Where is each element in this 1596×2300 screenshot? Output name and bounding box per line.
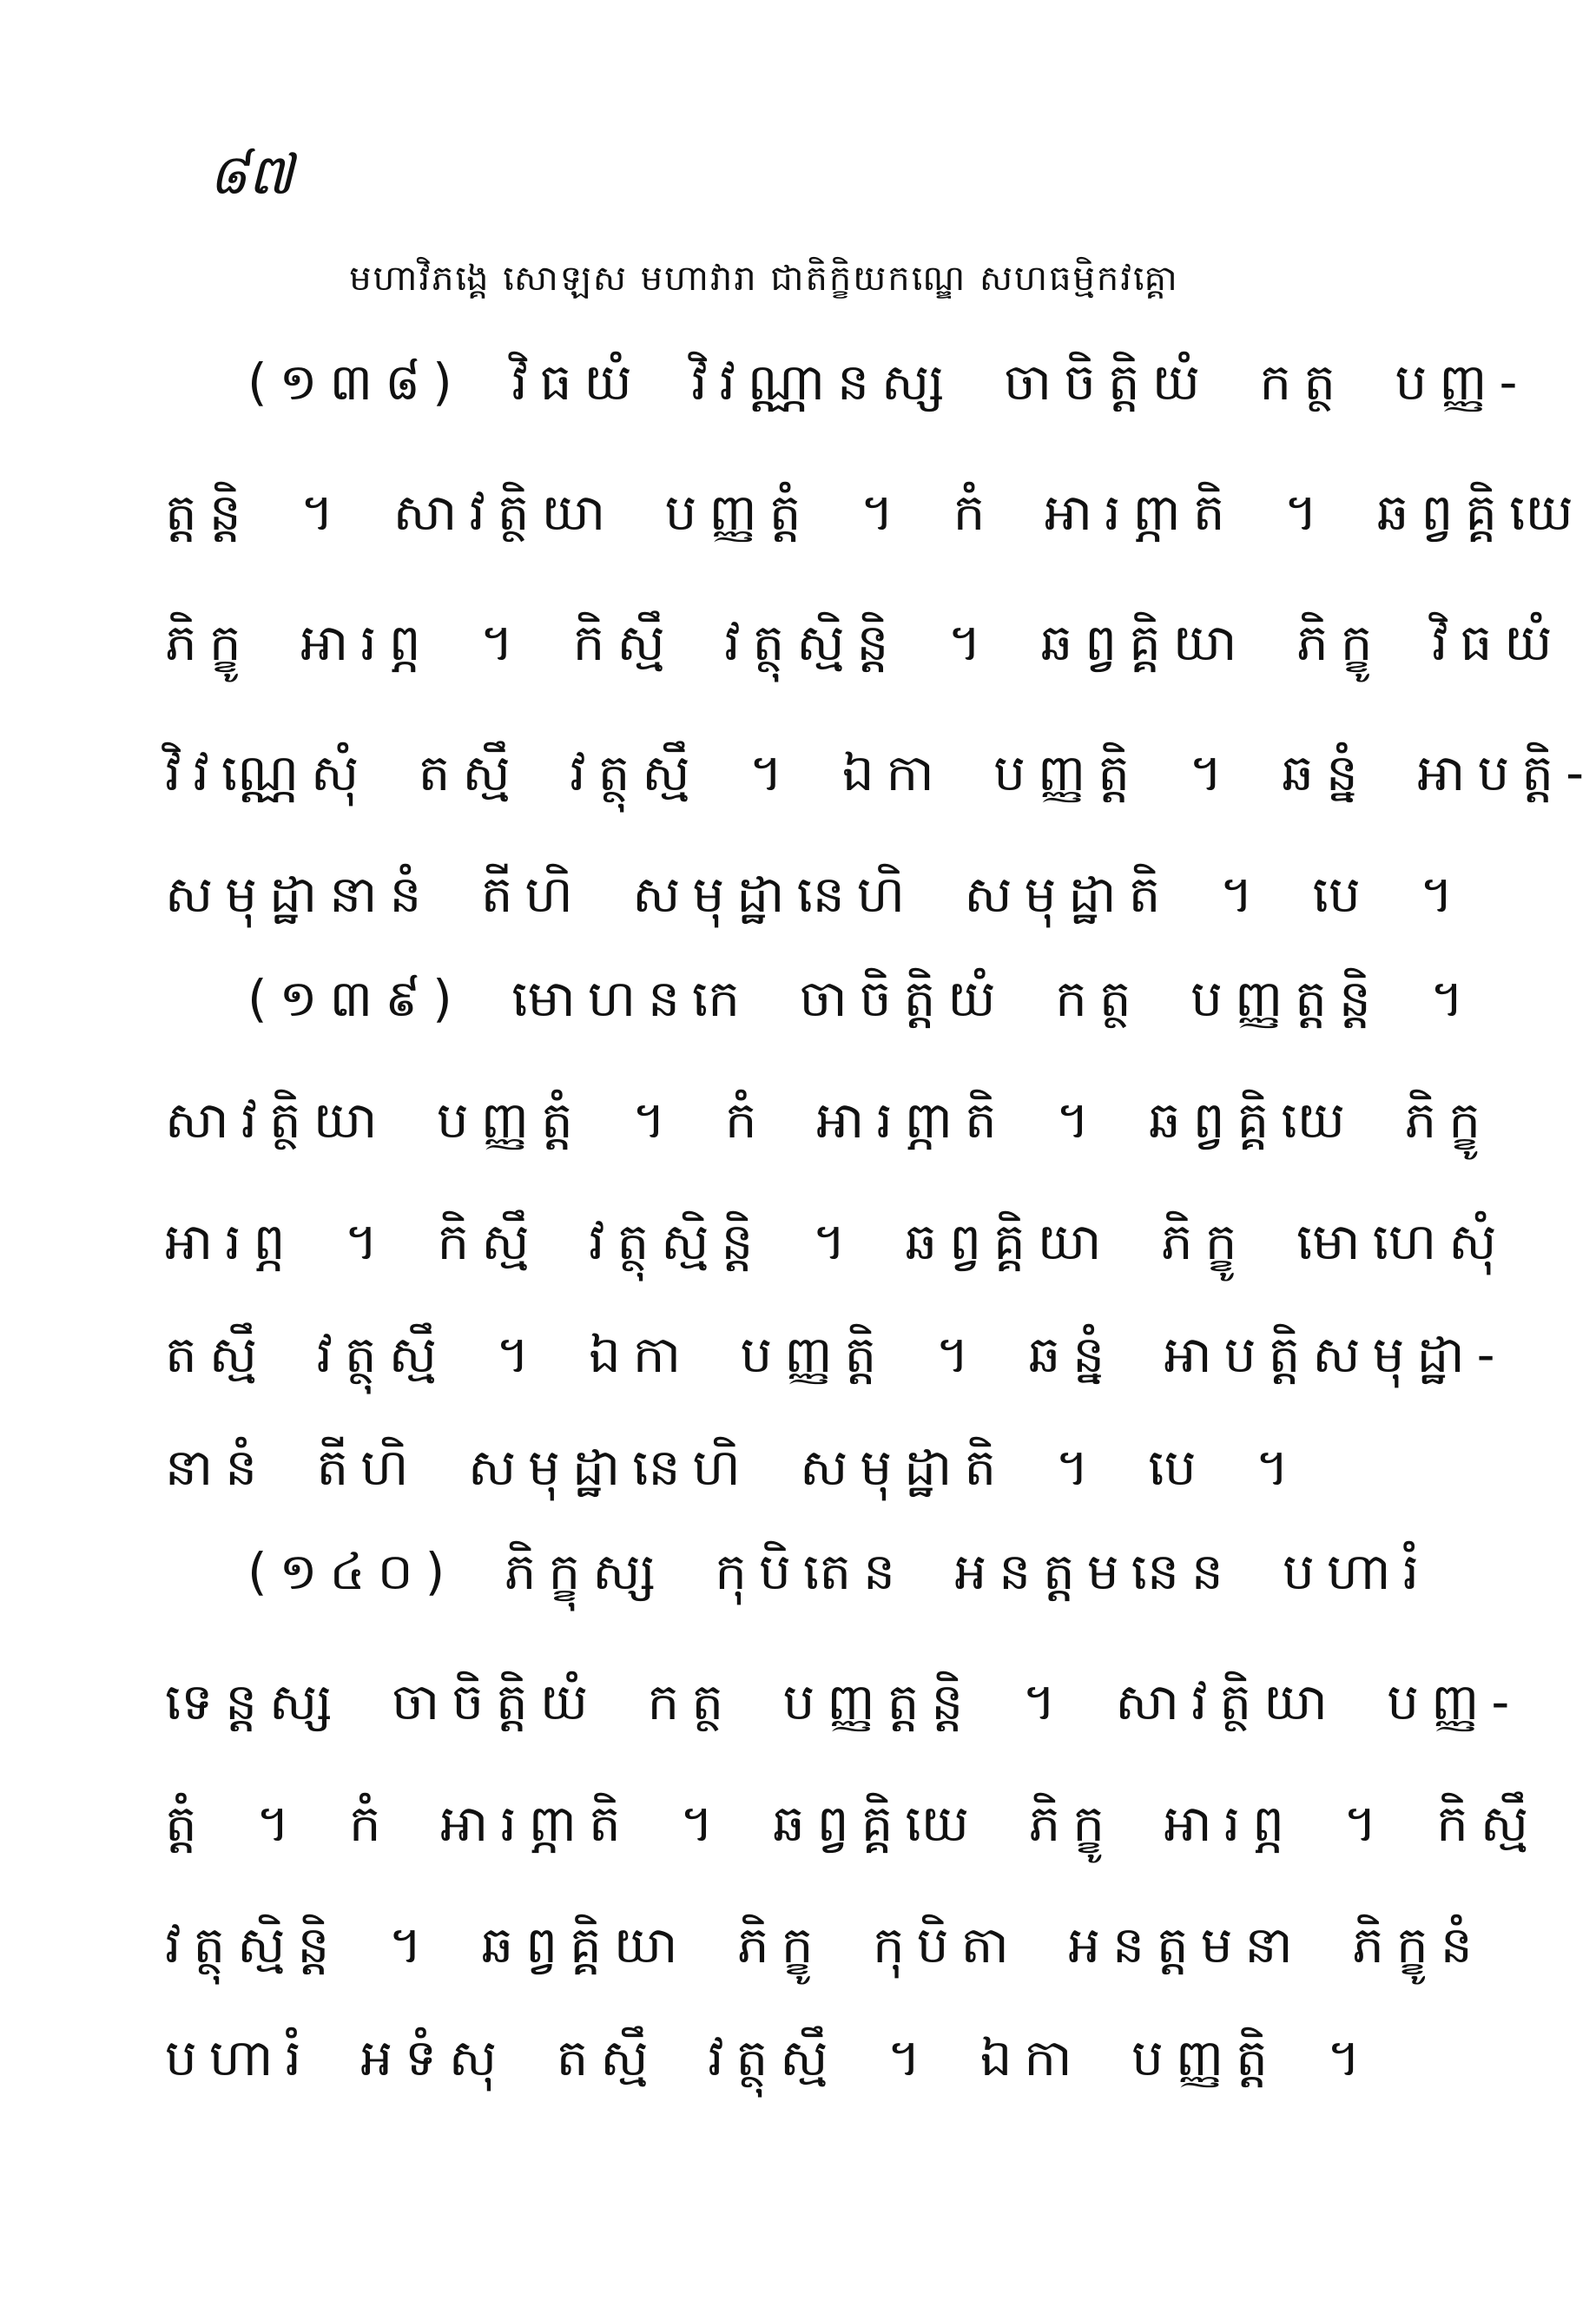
paragraph-140-line-3: ត្តំ ។ កំ អារព្ភាតិ ។ ឆព្វគ្គិយេ ភិក្ខូ អារព្ភ ។ កិស្មឹ <box>165 1794 1541 1853</box>
paragraph-138-line-2: ត្តន្តិ ។ សាវត្ថិយា បញ្ញត្តំ ។ កំ អារព្ភាតិ ។ ឆព្វគ្គិយេ <box>165 483 1586 542</box>
page-number: ៨៧ <box>208 143 293 208</box>
paragraph-140-line-1: (១៤០) ភិក្ខុស្ស កុបិតេន អនត្តមនេន បហារំ <box>247 1542 1431 1601</box>
paragraph-138-line-5: សមុដ្ឋានានំ តីហិ សមុដ្ឋានេហិ សមុដ្ឋាតិ ។ បេ ។ <box>165 865 1466 924</box>
paragraph-138-line-1: (១៣៨) វិធយំ វិវណ្ណានស្ស ចាចិត្តិយំ កត្ថ បញ្ញ- <box>247 353 1530 412</box>
paragraph-139-line-5: នានំ តីហិ សមុដ្ឋានេហិ សមុដ្ឋាតិ ។ បេ ។ <box>165 1438 1302 1497</box>
paragraph-139-line-3: អារព្ភ ។ កិស្មឹ វត្ថុស្មិន្តិ ។ ឆព្វគ្គិយា ភិក្ខូ មោហេសុំ <box>165 1212 1509 1271</box>
paragraph-138-line-3: ភិក្ខូ អារព្ភ ។ កិស្មឹ វត្ថុស្មិន្តិ ។ ឆព្វគ្គិយា ភិក្ខូ វិធយំ <box>165 613 1565 672</box>
running-header: មហាវិភង្គេ សោឡស មហាវារា ជាតិក្ខិយកណ្ឌេ សហធម្មិកវគ្គោ <box>349 259 1179 299</box>
paragraph-140-line-5: បហារំ អទំសុ តស្មឹ វត្ថុស្មឹ ។ ឯកា បញ្ញត្តិ ។ <box>165 2028 1373 2087</box>
paragraph-139-line-4: តស្មឹ វត្ថុស្មឹ ។ ឯកា បញ្ញត្តិ ។ ឆន្នំ អាបត្តិសមុដ្ឋា- <box>165 1325 1507 1384</box>
paragraph-140-line-4: វត្ថុស្មិន្តិ ។ ឆព្វគ្គិយា ភិក្ខូ កុបិតា អនត្តមនា ភិក្ខូនំ <box>165 1915 1485 1974</box>
paragraph-139-line-2: សាវត្ថិយា បញ្ញត្តំ ។ កំ អារព្ភាតិ ។ ឆព្វគ្គិយេ ភិក្ខូ <box>165 1091 1494 1150</box>
paragraph-138-line-4: វិវណ្ណេសុំ តស្មឹ វត្ថុស្មឹ ។ ឯកា បញ្ញត្តិ ។ ឆន្នំ អាបត្តិ- <box>165 743 1596 802</box>
paragraph-139-line-1: (១៣៩) មោហនកេ ចាចិត្តិយំ កត្ថ បញ្ញត្តន្តិ ។ <box>247 969 1476 1028</box>
paragraph-140-line-2: ទេន្តស្ស ចាចិត្តិយំ កត្ថ បញ្ញត្តន្តិ ។ សាវត្ថិយា បញ្ញ- <box>165 1672 1522 1731</box>
